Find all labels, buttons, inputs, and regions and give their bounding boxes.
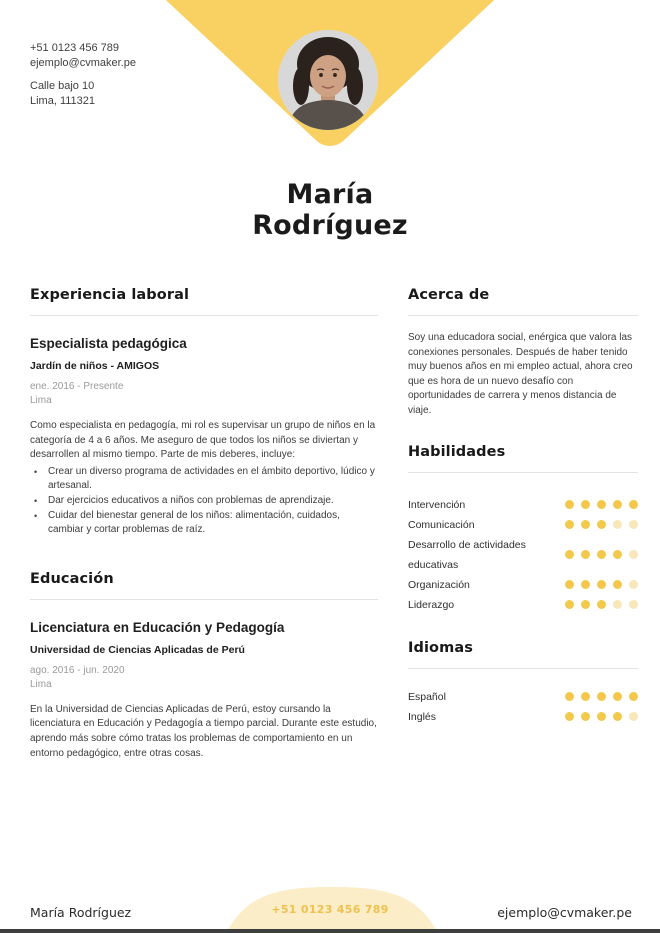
rating-dot bbox=[629, 692, 638, 701]
rating-dot bbox=[613, 580, 622, 589]
contact-address-line2: Lima, 111321 bbox=[30, 95, 96, 107]
bullet-text: Crear un diverso programa de actividades en el ámbito deportivo, lúdico y artesanal. bbox=[48, 465, 375, 492]
language-row bbox=[408, 707, 638, 727]
rating-dot bbox=[629, 580, 638, 589]
about-section-title: Acerca de bbox=[408, 287, 490, 303]
rating-dots bbox=[565, 600, 638, 609]
skill-label: Comunicación bbox=[408, 518, 475, 531]
education-location: Lima bbox=[30, 678, 52, 690]
skill-label: Organización bbox=[408, 578, 470, 591]
skills-section-title: Habilidades bbox=[408, 443, 506, 460]
rating-dot bbox=[613, 692, 622, 701]
candidate-name bbox=[0, 179, 660, 241]
rating-dot bbox=[581, 550, 590, 559]
right-column bbox=[408, 286, 638, 727]
footer-phone: +51 0123 456 789 bbox=[271, 903, 389, 916]
language-row bbox=[408, 687, 638, 707]
portrait-illustration bbox=[278, 30, 378, 130]
education-meta bbox=[30, 664, 378, 692]
rating-dot bbox=[629, 712, 638, 721]
rating-dot bbox=[565, 712, 574, 721]
rating-dot bbox=[565, 500, 574, 509]
skill-label: Intervención bbox=[408, 498, 466, 511]
rating-dot bbox=[613, 550, 622, 559]
bullet-item bbox=[30, 465, 378, 494]
rating-dot bbox=[597, 580, 606, 589]
first-name: María bbox=[286, 179, 374, 210]
last-name: Rodríguez bbox=[252, 210, 408, 241]
education-section-title: Educación bbox=[30, 570, 114, 587]
skill-row bbox=[408, 515, 638, 535]
education-description: En la Universidad de Ciencias Aplicadas de Perú, estoy cursando la licenciatura en Educación y Pedagogía a tiempo parcial. Durante este estudio, aprendo más sobre cómo tratas los problemas de comportamiento en un entorno pedagógico, entre otras cosas. bbox=[30, 703, 377, 759]
rating-dots bbox=[565, 692, 638, 701]
degree-title: Licenciatura en Educación y Pedagogía bbox=[30, 619, 285, 635]
experience-section-title: Experiencia laboral bbox=[30, 287, 190, 303]
rating-dot bbox=[581, 500, 590, 509]
rating-dot bbox=[581, 580, 590, 589]
rating-dot bbox=[565, 520, 574, 529]
experience-meta bbox=[30, 380, 378, 408]
employer: Jardín de niños - AMIGOS bbox=[30, 360, 160, 372]
contact-block bbox=[30, 41, 136, 117]
rating-dot bbox=[613, 520, 622, 529]
rating-dot bbox=[597, 712, 606, 721]
rating-dot bbox=[581, 600, 590, 609]
divider bbox=[408, 315, 638, 316]
divider bbox=[30, 599, 378, 600]
skill-row bbox=[408, 495, 638, 515]
skill-label: Liderazgo bbox=[408, 598, 455, 611]
rating-dot bbox=[597, 520, 606, 529]
rating-dot bbox=[629, 600, 638, 609]
skills-list bbox=[408, 495, 638, 615]
bullet-icon: • bbox=[34, 466, 38, 477]
experience-bullets bbox=[30, 465, 378, 538]
contact-address-line1: Calle bajo 10 bbox=[30, 80, 95, 92]
rating-dot bbox=[565, 692, 574, 701]
rating-dot bbox=[565, 600, 574, 609]
language-label: Inglés bbox=[408, 710, 437, 723]
footer-name: María Rodríguez bbox=[30, 905, 132, 920]
school-name: Universidad de Ciencias Aplicadas de Perú bbox=[30, 643, 245, 656]
rating-dot bbox=[613, 712, 622, 721]
left-column bbox=[30, 286, 378, 761]
rating-dot bbox=[597, 600, 606, 609]
contact-phone: +51 0123 456 789 bbox=[30, 42, 120, 54]
rating-dot bbox=[565, 550, 574, 559]
divider bbox=[408, 472, 638, 473]
experience-location: Lima bbox=[30, 395, 52, 406]
rating-dot bbox=[629, 500, 638, 509]
rating-dots bbox=[565, 550, 638, 559]
experience-intro: Como especialista en pedagogía, mi rol es supervisar un grupo de niños en la categoría de 4 a 6 años. Me aseguro de que todos los niños se diviertan y desarrollen al mismo tiempo. Parte de mis deberes, incluye: bbox=[30, 420, 376, 461]
bullet-item bbox=[30, 494, 378, 509]
skill-row bbox=[408, 595, 638, 615]
bullet-icon: • bbox=[34, 495, 38, 506]
rating-dot bbox=[581, 712, 590, 721]
footer-bottom-bar bbox=[0, 929, 660, 933]
skill-row bbox=[408, 535, 638, 575]
rating-dot bbox=[629, 550, 638, 559]
education-dates: ago. 2016 - jun. 2020 bbox=[30, 664, 125, 676]
rating-dot bbox=[597, 550, 606, 559]
rating-dots bbox=[565, 580, 638, 589]
profile-photo bbox=[278, 30, 378, 130]
experience-dates: ene. 2016 - Presente bbox=[30, 381, 124, 392]
rating-dots bbox=[565, 520, 638, 529]
divider bbox=[30, 315, 378, 316]
rating-dot bbox=[597, 500, 606, 509]
rating-dot bbox=[597, 692, 606, 701]
skill-label: Desarrollo de actividades educativas bbox=[408, 538, 526, 571]
bullet-text: Cuidar del bienestar general de los niños: alimentación, cuidados, cambiar y cortar problemas de raíz. bbox=[48, 509, 340, 536]
rating-dot bbox=[613, 600, 622, 609]
rating-dots bbox=[565, 712, 638, 721]
rating-dots bbox=[565, 500, 638, 509]
rating-dot bbox=[565, 580, 574, 589]
divider bbox=[408, 668, 638, 669]
rating-dot bbox=[581, 692, 590, 701]
contact-email: ejemplo@cvmaker.pe bbox=[30, 57, 136, 69]
rating-dot bbox=[613, 500, 622, 509]
languages-list bbox=[408, 687, 638, 727]
language-label: Español bbox=[408, 690, 446, 703]
about-text: Soy una educadora social, enérgica que valora las conexiones personales. Después de haber tenido muy buenos años en mi empleo actual, ahora creo que es hora de un nuevo desafío con oportunidades de carrera y menos distancia de viaje. bbox=[408, 332, 633, 416]
bullet-icon: • bbox=[34, 510, 38, 521]
languages-section-title: Idiomas bbox=[408, 639, 473, 656]
rating-dot bbox=[629, 520, 638, 529]
bullet-text: Dar ejercicios educativos a niños con problemas de aprendizaje. bbox=[48, 494, 334, 506]
skill-row bbox=[408, 575, 638, 595]
rating-dot bbox=[581, 520, 590, 529]
job-title: Especialista pedagógica bbox=[30, 336, 187, 351]
footer-email: ejemplo@cvmaker.pe bbox=[497, 905, 632, 920]
bullet-item bbox=[30, 509, 378, 538]
